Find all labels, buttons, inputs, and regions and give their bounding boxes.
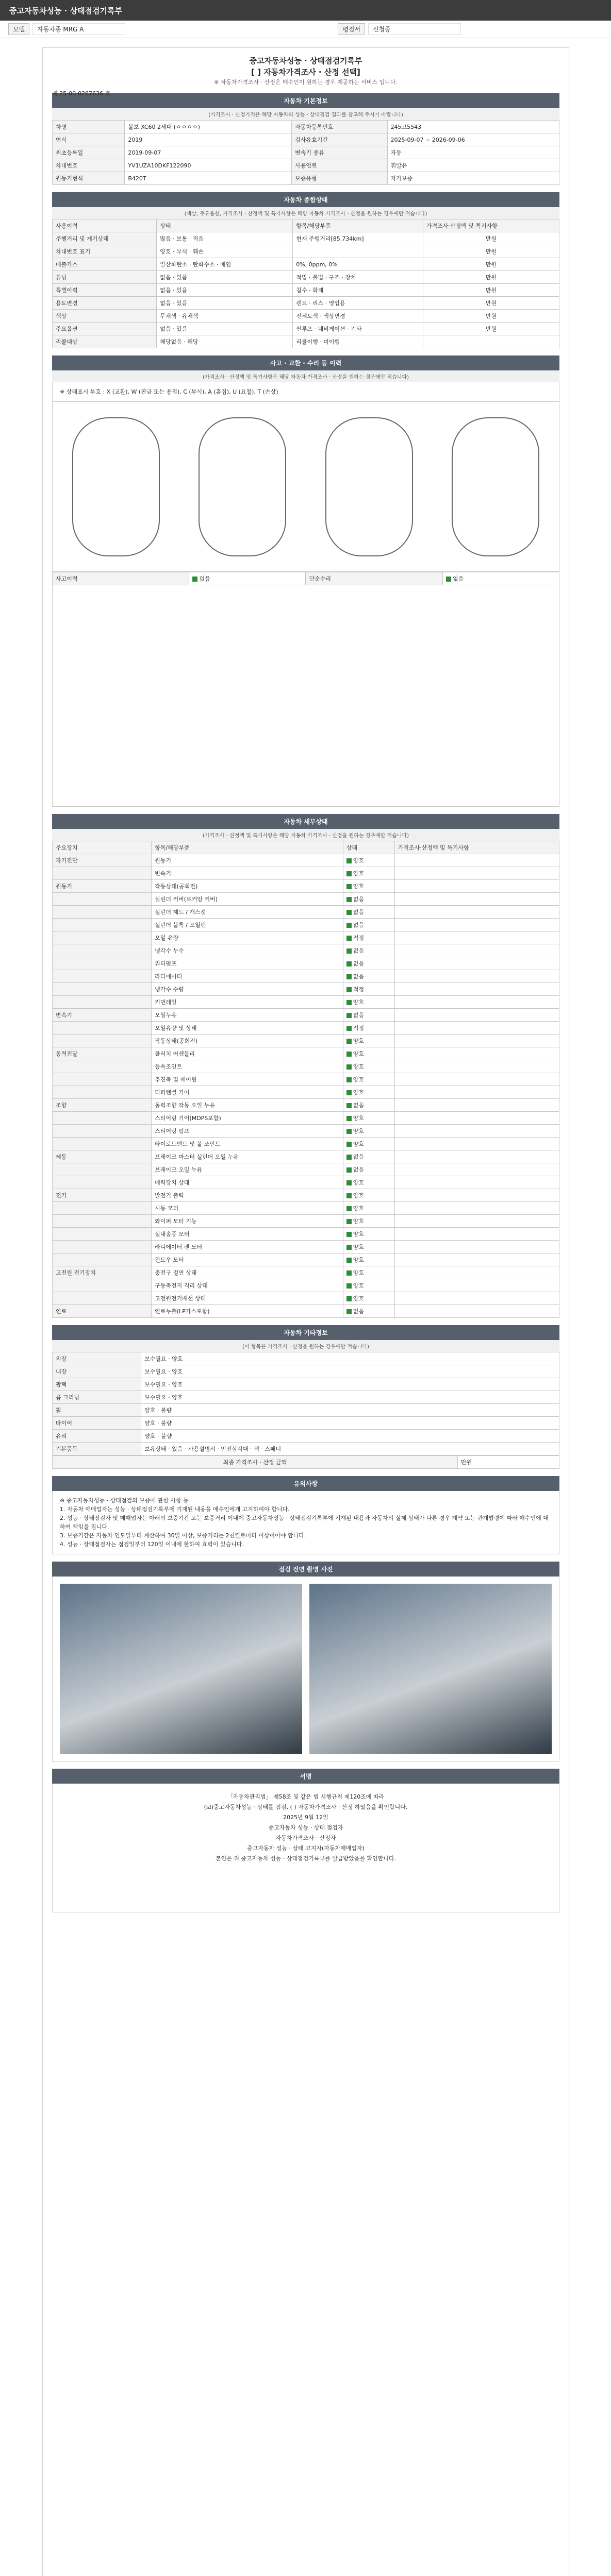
checkbox-icon[interactable] xyxy=(346,1000,352,1005)
checkbox-icon[interactable] xyxy=(346,1206,352,1211)
checkbox-icon[interactable] xyxy=(346,1013,352,1018)
table-row: 동력전달 클러치 어셈블리 양호 xyxy=(53,1047,559,1060)
app-title: 중고자동차성능 · 상태점검기록부 xyxy=(9,6,123,15)
table-row: 자기진단 원동기 양호 xyxy=(53,854,559,867)
table-row: 커먼레일 양호 xyxy=(53,996,559,1009)
table-row: 와이퍼 모터 기능 양호 xyxy=(53,1215,559,1228)
table-row: 룸 크리닝 보수필요 · 양호 xyxy=(53,1391,559,1404)
table-row: 제동 브레이크 마스터 실린더 오일 누유 없음 xyxy=(53,1150,559,1163)
checkbox-icon[interactable] xyxy=(346,1090,352,1095)
checkbox-icon[interactable] xyxy=(346,1077,352,1082)
table-row: 윈도우 모터 양호 xyxy=(53,1253,559,1266)
extra-note: (이 항목은 가격조사 · 산정을 원하는 경우에만 적습니다) xyxy=(52,1340,559,1352)
basic-info-heading: 자동차 기본정보 xyxy=(52,93,559,108)
checkbox-icon[interactable] xyxy=(346,1283,352,1289)
table-row: 내장 보수필요 · 양호 xyxy=(53,1365,559,1378)
checkbox-icon[interactable] xyxy=(346,1064,352,1070)
checkbox-icon[interactable] xyxy=(346,871,352,876)
table-row: 스티어링 펌프 양호 xyxy=(53,1125,559,1138)
checkbox-icon[interactable] xyxy=(346,910,352,915)
table-row: 최초등록일 2019-09-07 변속기 종류 자동 xyxy=(53,146,559,159)
table-row: 연료 연료누출(LP가스포함) 없음 xyxy=(53,1305,559,1318)
table-row: 광택 보수필요 · 양호 xyxy=(53,1378,559,1391)
photos-heading: 점검 전면 촬영 사진 xyxy=(52,1562,559,1577)
model-tag: 모델 xyxy=(8,23,29,35)
extra-heading: 자동차 기타정보 xyxy=(52,1325,559,1340)
checkbox-icon[interactable] xyxy=(346,1052,352,1057)
notes-body: ※ 중고자동차성능 · 상태점검의 보증에 관한 사항 등 1. 자동차 매매업자는 성능 · 상태점검기록부에 기재된 내용을 매수인에게 고지하여야 합니다. 2. 성능 · 상태점검자 및 매매업자는 아래의 보증기간 또는 보증거리 이내에 중고자동차성능 · 상태점검기록부에 기재된 내용과 자동차의 실제 상태가 다른 경우 계약 또는 관계법령에 따라 매수인에 대하여 책임을 집니다. 3. 보증기간은 자동차 인도일부터 계산하여 30일 이상, 보증거리는 2천킬로미터 이상이어야 합니다. 4. 성능 · 상태점검자는 점검일부터 120일 이내에 한하여 효력이 있습니다. xyxy=(52,1491,559,1554)
checkbox-icon[interactable] xyxy=(346,1039,352,1044)
condition-heading: 자동차 종합상태 xyxy=(52,192,559,207)
accident-note: (가격조사 · 산정액 및 특기사항은 해당 자동차 가격조사 · 산정을 원하는 경우에만 적습니다) xyxy=(52,370,559,382)
checkbox-icon[interactable] xyxy=(346,1129,352,1134)
checkbox-icon[interactable] xyxy=(346,1219,352,1224)
table-row: 스티어링 기어(MDPS포함) 양호 xyxy=(53,1112,559,1125)
table-row: 기본품목 보유상태 · 있음 · 사용설명서 · 안전삼각대 · 잭 · 스패너 xyxy=(53,1443,559,1455)
table-row: 특별이력 없음 · 있음 침수 · 화재 만원 xyxy=(53,284,559,297)
checkbox-icon[interactable] xyxy=(346,987,352,992)
checkbox-icon[interactable] xyxy=(346,1167,352,1173)
status-value[interactable]: 신청중 xyxy=(368,23,461,35)
car-diagram xyxy=(52,402,559,572)
table-row: 추진축 및 베어링 양호 xyxy=(53,1073,559,1086)
table-row: 고전원 전기장치 충전구 절연 상태 양호 xyxy=(53,1266,559,1279)
extra-table xyxy=(52,1352,559,1455)
table-row: 원동기 작동상태(공회전) 양호 xyxy=(53,880,559,893)
table-row: 작동상태(공회전) 양호 xyxy=(53,1035,559,1047)
checkbox-icon[interactable] xyxy=(346,1270,352,1276)
detail-table: 주요장치 항목/해당부품 상태 가격조사·산정액 및 특기사항 자기진단 원동기 양호 변속기 양호 원동기 작동상태(공회전) 양호 실린더 커버(로커암 커버) 없음 실린더 헤드 / 개스킷 없음 실린더 블록 / 오일팬 없음 오일 유량 적정 냉각수 누수 없음 워터펌프 없음 라디에이터 없음 냉각수 수량 적정 커먼레일 양호 변속기 오일누유 없음 오일유량 및 상태 적정 작동상태(공회전) 양호 동력전달 클러치 어셈블리 양호 등속조인트 양호 추진축 및 베어링 양호 디퍼렌셜 기어 양호 조향 동력조향 작동 오일 누유 없음 스티어링 기어(MDPS포함) 양호 스티어링 펌프 양호 타이로드엔드 및 볼 조인트 양호 제동 브레이크 마스터 실린더 오일 누유 없음 브레이크 오일 누유 없음 배력장치 상태 양호 전기 발전기 출력 양호 시동 모터 양호 와이퍼 모터 기능 양호 실내송풍 모터 양호 라디에이터 팬 모터 양호 윈도우 모터 양호 고전원 전기장치 충전구 절연 상태 양호 구동축전지 격리 상태 양호 고전원전기배선 상태 양호 연료 연료누출(LP가스포함) 없음 xyxy=(52,841,559,1318)
car-top-icon xyxy=(199,417,286,556)
checkbox-icon[interactable] xyxy=(346,948,352,954)
car-right-icon xyxy=(452,417,539,556)
table-row: 전기 발전기 출력 양호 xyxy=(53,1189,559,1202)
table-row: 변속기 양호 xyxy=(53,867,559,880)
table-row: 원동기형식 B420T 보증유형 자가보증 xyxy=(53,172,559,185)
checkbox-icon[interactable] xyxy=(192,577,197,582)
checkbox-icon[interactable] xyxy=(346,858,352,863)
rear-photo xyxy=(309,1584,552,1754)
table-row: 타이어 양호 · 불량 xyxy=(53,1417,559,1430)
model-value[interactable]: 자동차종 MRG A xyxy=(32,23,125,35)
basic-info-table xyxy=(52,120,559,185)
accident-summary: 사고이력 없음 단순수리 없음 xyxy=(52,572,559,585)
checkbox-icon[interactable] xyxy=(346,961,352,967)
checkbox-icon[interactable] xyxy=(346,1180,352,1185)
condition-note: (색상, 주요옵션, 가격조사 · 산정액 및 특기사항은 해당 자동차 가격조사 · 산정을 원하는 경우에만 적습니다) xyxy=(52,207,559,219)
table-row: 연식 2019 검사유효기간 2025-09-07 ~ 2026-09-06 xyxy=(53,133,559,146)
table-row: 브레이크 오일 누유 없음 xyxy=(53,1163,559,1176)
status-tag: 평점서 xyxy=(338,23,365,35)
checkbox-icon[interactable] xyxy=(346,1026,352,1031)
accident-legend: ※ 상태표시 부호 : X (교환), W (판금 또는 용접), C (부식), A (흠집), U (요철), T (손상) xyxy=(52,382,559,402)
table-row: 차명 볼보 XC60 2세대 (ㅇㅇㅇㅇ) 자동차등록번호 245고5543 xyxy=(53,121,559,133)
condition-table: 사용이력 상태 항목/해당부품 가격조사·산정액 및 특기사항 주행거리 및 계기상태 많음 · 보통 · 적음 현재 주행거리[85,734km] 만원 차대번호 표기 양호 · 부식 · 훼손 만원 배출가스 일산화탄소 · 탄화수소 · 매연 0%, 0ppm, 0% 만원 튜닝 없음 · 있음 적법 · 불법 · 구조 · 장치 만원 특별이력 없음 · 있음 침수 · 화재 만원 용도변경 없음 · 있음 렌트 · 리스 · 영업용 만원 색상 무채색 · 유채색 전체도색 · 색상변경 만원 주요옵션 없음 · 있음 썬루프 · 네비게이션 · 기타 만원 리콜대상 해당없음 · 해당 리콜이행 · 미이행 xyxy=(52,219,559,348)
sign-heading: 서명 xyxy=(52,1769,559,1784)
table-row: 라디에이터 없음 xyxy=(53,970,559,983)
final-price: 최종 가격조사 · 산정 금액 만원 xyxy=(52,1455,559,1469)
table-row: 차대번호 YV1UZA10DKF122090 사용연료 휘발유 xyxy=(53,159,559,172)
table-row: 유리 양호 · 불량 xyxy=(53,1430,559,1443)
checkbox-icon[interactable] xyxy=(346,1232,352,1237)
checkbox-icon[interactable] xyxy=(346,1155,352,1160)
table-row: 배출가스 일산화탄소 · 탄화수소 · 매연 0%, 0ppm, 0% 만원 xyxy=(53,258,559,271)
table-row: 차대번호 표기 양호 · 부식 · 훼손 만원 xyxy=(53,245,559,258)
checkbox-icon[interactable] xyxy=(346,923,352,928)
doc-subtitle: ※ 자동차가격조사 · 산정은 매수인이 원하는 경우 제공하는 서비스 입니다. xyxy=(214,79,398,86)
checkbox-icon[interactable] xyxy=(346,1103,352,1108)
checkbox-icon[interactable] xyxy=(346,1116,352,1121)
table-row: 외장 보수필요 · 양호 xyxy=(53,1352,559,1365)
checkbox-icon[interactable] xyxy=(346,1193,352,1198)
table-row: 실린더 블록 / 오일팬 없음 xyxy=(53,919,559,931)
app-title-bar xyxy=(0,0,611,21)
frame-detail-block xyxy=(52,585,559,807)
checkbox-icon[interactable] xyxy=(346,1296,352,1301)
table-row: 구동축전지 격리 상태 양호 xyxy=(53,1279,559,1292)
accident-heading: 사고 · 교환 · 수리 등 이력 xyxy=(52,355,559,370)
table-row: 주행거리 및 계기상태 많음 · 보통 · 적음 현재 주행거리[85,734km] 만원 xyxy=(53,232,559,245)
table-row: 휠 양호 · 불량 xyxy=(53,1404,559,1417)
table-row: 색상 무채색 · 유채색 전체도색 · 색상변경 만원 xyxy=(53,310,559,323)
table-row: 디퍼렌셜 기어 양호 xyxy=(53,1086,559,1099)
table-row: 실린더 커버(로커암 커버) 없음 xyxy=(53,893,559,906)
sign-box: 「자동차관리법」 제58조 및 같은 법 시행규칙 제120조에 따라 (☑)중고자동차성능 · 상태를 점검, ( ) 자동차가격조사 · 산정 하였음을 확인합니다. 2025년 9월 12일 중고자동차 성능 · 상태 점검자 자동차가격조사 · 산정자 중고자동차 성능 · 상태 고지자(자동차매매업자) 본인은 위 중고자동차 성능 · 상태점검기록부를 발급받았음을 확인합니다. xyxy=(52,1784,559,1912)
table-row: 리콜대상 해당없음 · 해당 리콜이행 · 미이행 xyxy=(53,335,559,348)
checkbox-icon[interactable] xyxy=(346,884,352,889)
front-photo xyxy=(60,1584,302,1754)
checkbox-icon[interactable] xyxy=(346,1245,352,1250)
checkbox-icon[interactable] xyxy=(346,974,352,979)
report-page xyxy=(42,47,569,2576)
table-row: 오일 유량 적정 xyxy=(53,931,559,944)
table-row: 고전원전기배선 상태 양호 xyxy=(53,1292,559,1305)
detail-heading: 자동차 세부상태 xyxy=(52,814,559,829)
checkbox-icon[interactable] xyxy=(346,1142,352,1147)
doc-title-sub: [ ] 자동차가격조사 · 산정 선택] xyxy=(251,67,360,77)
toolbar xyxy=(0,21,611,38)
notes-heading: 유의사항 xyxy=(52,1476,559,1491)
table-row: 용도변경 없음 · 있음 렌트 · 리스 · 영업용 만원 xyxy=(53,297,559,310)
checkbox-icon[interactable] xyxy=(346,1309,352,1314)
checkbox-icon[interactable] xyxy=(446,577,451,582)
table-row: 라디에이터 팬 모터 양호 xyxy=(53,1241,559,1253)
car-frame-icon xyxy=(325,417,413,556)
table-row: 오일유량 및 상태 적정 xyxy=(53,1022,559,1035)
table-row: 타이로드엔드 및 볼 조인트 양호 xyxy=(53,1138,559,1150)
checkbox-icon[interactable] xyxy=(346,936,352,941)
table-row: 주요옵션 없음 · 있음 썬루프 · 네비게이션 · 기타 만원 xyxy=(53,323,559,335)
table-row: 냉각수 누수 없음 xyxy=(53,944,559,957)
table-row: 실내송풍 모터 양호 xyxy=(53,1228,559,1241)
form-number: 제 25-00-0267636 호 xyxy=(52,90,111,97)
table-row: 튜닝 없음 · 있음 적법 · 불법 · 구조 · 장치 만원 xyxy=(53,271,559,284)
table-row: 조향 동력조향 작동 오일 누유 없음 xyxy=(53,1099,559,1112)
doc-title: 중고자동차성능 · 상태점검기록부 xyxy=(249,56,362,65)
table-row: 배력장치 상태 양호 xyxy=(53,1176,559,1189)
table-row: 등속조인트 양호 xyxy=(53,1060,559,1073)
basic-info-note: (가격조사 · 산정가격은 해당 자동차의 성능 · 상태점검 결과를 참고해 주시기 바랍니다) xyxy=(52,108,559,120)
detail-note: (가격조사 · 산정액 및 특기사항은 해당 자동차 가격조사 · 산정을 원하는 경우에만 적습니다) xyxy=(52,829,559,841)
checkbox-icon[interactable] xyxy=(346,897,352,902)
table-row: 냉각수 수량 적정 xyxy=(53,983,559,996)
table-row: 시동 모터 양호 xyxy=(53,1202,559,1215)
table-row: 변속기 오일누유 없음 xyxy=(53,1009,559,1022)
table-row: 실린더 헤드 / 개스킷 없음 xyxy=(53,906,559,919)
checkbox-icon[interactable] xyxy=(346,1258,352,1263)
car-left-icon xyxy=(72,417,160,556)
photo-row xyxy=(52,1577,559,1761)
table-row: 워터펌프 없음 xyxy=(53,957,559,970)
